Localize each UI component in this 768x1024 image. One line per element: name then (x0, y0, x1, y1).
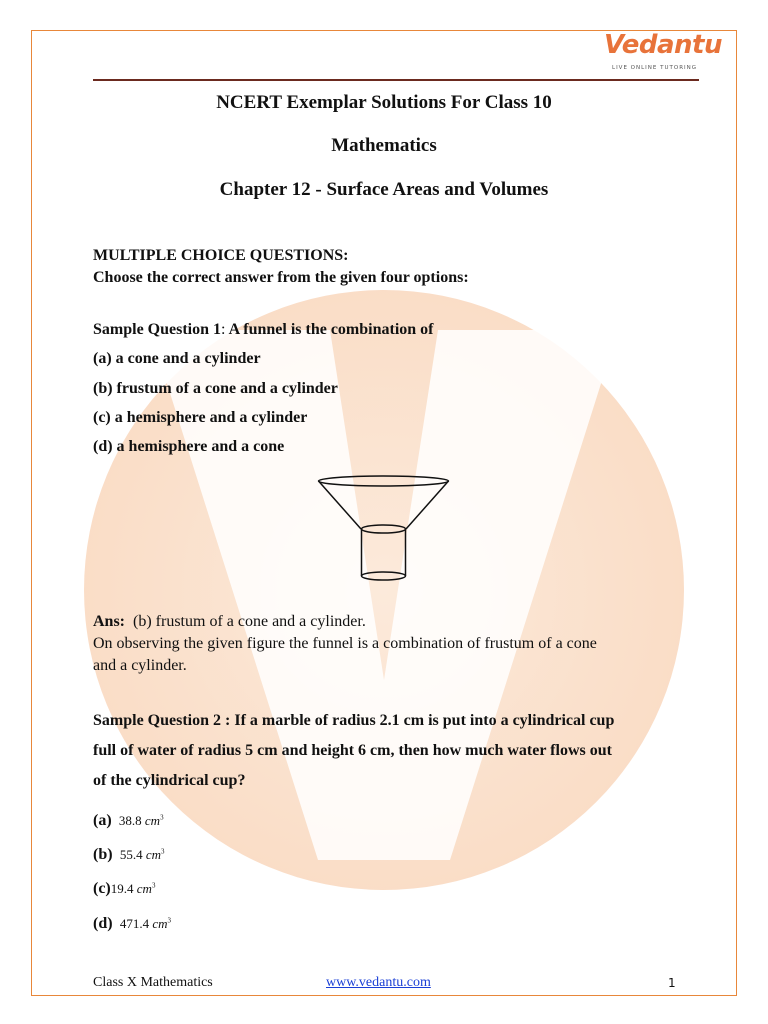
page-number: 1 (668, 976, 676, 990)
q1-option-c: (c) a hemisphere and a cylinder (93, 409, 308, 426)
funnel-figure (316, 474, 451, 586)
chapter-title: Chapter 12 - Surface Areas and Volumes (219, 179, 549, 200)
q1-option-b: (b) frustum of a cone and a cylinder (93, 380, 338, 397)
answer-text: (b) frustum of a cone and a cylinder. (133, 613, 366, 630)
question-2-line-1: Sample Question 2 : If a marble of radius 2.1 cm is put into a cylindrical cup (93, 712, 615, 729)
question-2-line-2: full of water of radius 5 cm and height 6 cm, then how much water flows out (93, 742, 612, 759)
question-1-text: A funnel is the combination of (225, 321, 434, 338)
q2-option-c: (c)19.4 $cm^3$ (93, 880, 156, 897)
q1-answer (93, 613, 366, 631)
logo-wordmark: Vedantu (604, 30, 722, 60)
q1-option-d: (d) a hemisphere and a cone (93, 438, 285, 455)
q1-explanation-line-2: and a cylinder. (93, 657, 187, 674)
q2-option-b: (b) 55.4 $cm^3$ (93, 846, 165, 863)
footer-website-link[interactable]: www.vedantu.com (326, 975, 431, 990)
q1-explanation-line-1: On observing the given figure the funnel is a combination of frustum of a cone (93, 635, 597, 652)
question-1-label: Sample Question 1 (93, 321, 222, 338)
q1-option-a: (a) a cone and a cylinder (93, 350, 261, 367)
question-2-line-3: of the cylindrical cup? (93, 772, 246, 789)
section-heading: MULTIPLE CHOICE QUESTIONS: (93, 247, 349, 264)
logo-tagline: LIVE ONLINE TUTORING (612, 65, 698, 71)
section-instruction: Choose the correct answer from the given four options: (93, 269, 469, 286)
answer-label: Ans: (93, 613, 126, 630)
footer-class-label: Class X Mathematics (93, 975, 213, 990)
question-1: Sample Question 1: A funnel is the combination of (93, 321, 434, 338)
subject-title: Mathematics (331, 135, 437, 156)
q2-option-d: (d) 471.4 $cm^3$ (93, 915, 171, 932)
document-title: NCERT Exemplar Solutions For Class 10 (216, 92, 552, 113)
q2-option-a: (a) 38.8 $cm^3$ (93, 812, 164, 829)
